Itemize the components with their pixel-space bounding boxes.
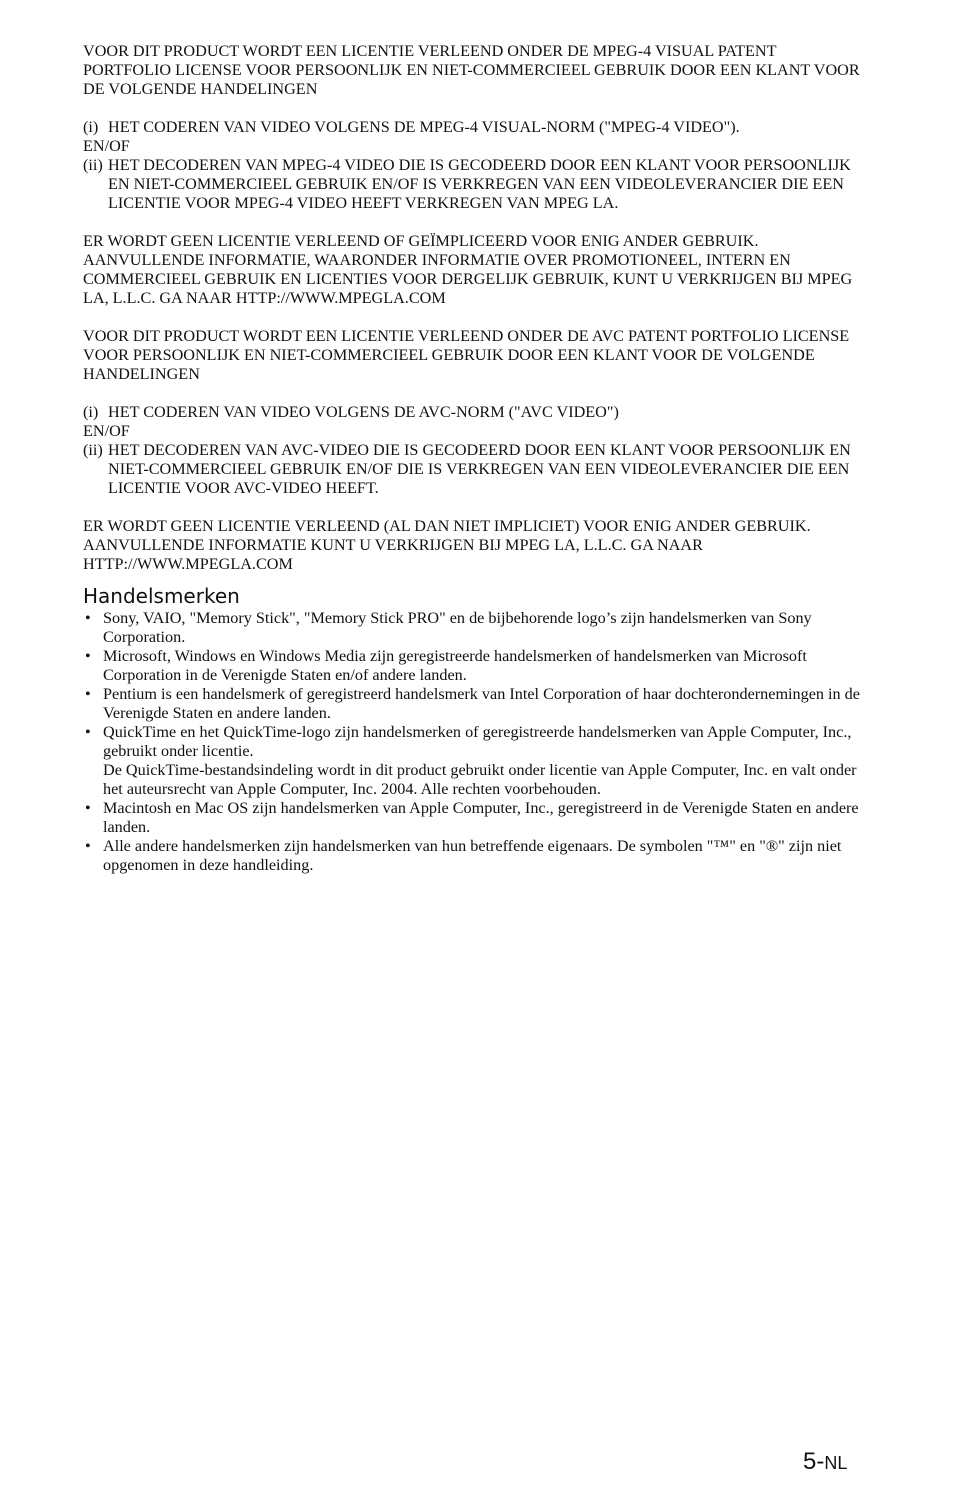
trademark-text: QuickTime en het QuickTime-logo zijn handelsmerken of geregistreerde handelsmerken van Apple Computer, Inc., gebruikt onder licentie. xyxy=(103,723,852,760)
trademark-item-sony xyxy=(83,609,863,647)
trademark-text: Microsoft, Windows en Windows Media zijn geregistreerde handelsmerken of handelsmerken van Microsoft Corporation in de Verenigde Staten en/of andere landen. xyxy=(103,647,807,684)
item-marker: (ii) xyxy=(83,156,103,174)
mpeg4-license-intro xyxy=(83,42,863,99)
page-language-code: NL xyxy=(824,1453,848,1473)
mpeg4-intro-text: VOOR DIT PRODUCT WORDT EEN LICENTIE VERLEEND ONDER DE MPEG-4 VISUAL PATENT PORTFOLIO LICENSE VOOR PERSOONLIJK EN NIET-COMMERCIEEL GEBRUIK DOOR EEN KLANT VOOR DE VOLGENDE HANDELINGEN xyxy=(83,42,860,98)
trademarks-heading: Handelsmerken xyxy=(83,584,240,608)
quicktime-note: De QuickTime-bestandsindeling wordt in dit product gebruikt onder licentie van Apple Computer, Inc. en valt onder het auteursrecht van Apple Computer, Inc. 2004. Alle rechten voorbehouden. xyxy=(103,761,857,798)
page-number xyxy=(803,1448,847,1476)
page-number-value: 5- xyxy=(803,1448,825,1475)
item-marker: (i) xyxy=(83,403,99,421)
avc-license-intro xyxy=(83,327,863,384)
bullet-glyph: • xyxy=(85,799,91,817)
trademark-text: Alle andere handelsmerken zijn handelsmerken van hun betreffende eigenaars. De symbolen "™" en "®" zijn niet opgenomen in deze handleiding. xyxy=(103,837,842,874)
mpeg4-license-outro xyxy=(83,232,863,308)
mpeg4-item-encode xyxy=(83,118,863,137)
avc-andor: EN/OF xyxy=(83,422,130,440)
mpeg4-andor: EN/OF xyxy=(83,137,130,155)
mpeg4-item-decode xyxy=(83,156,863,213)
trademark-text: Macintosh en Mac OS zijn handelsmerken van Apple Computer, Inc., geregistreerd in de Verenigde Staten en andere landen. xyxy=(103,799,859,836)
avc-outro-text: ER WORDT GEEN LICENTIE VERLEEND (AL DAN NIET IMPLICIET) VOOR ENIG ANDER GEBRUIK. AANVULLENDE INFORMATIE KUNT U VERKRIJGEN BIJ MPEG LA, L.L.C. GA NAAR HTTP://WWW.MPEGLA.COM xyxy=(83,517,811,573)
trademark-item-pentium xyxy=(83,685,863,723)
mpeg4-outro-text: ER WORDT GEEN LICENTIE VERLEEND OF GEÏMPLICEERD VOOR ENIG ANDER GEBRUIK. AANVULLENDE INFORMATIE, WAARONDER INFORMATIE OVER PROMOTIONEEL, INTERN EN COMMERCIEEL GEBRUIK EN LICENTIES VOOR DERGELIJK GEBRUIK, KUNT U VERKRIJGEN BIJ MPEG LA, L.L.C. GA NAAR HTTP://WWW.MPEGLA.COM xyxy=(83,232,853,307)
item-marker: (i) xyxy=(83,118,99,136)
item-text: HET DECODEREN VAN AVC-VIDEO DIE IS GECODEERD DOOR EEN KLANT VOOR PERSOONLIJK EN NIET-COMMERCIEEL GEBRUIK EN/OF DIE IS VERKREGEN VAN EEN VIDEOLEVERANCIER DIE EEN LICENTIE VOOR AVC-VIDEO HEEFT. xyxy=(108,441,851,497)
trademark-text: Sony, VAIO, "Memory Stick", "Memory Stick PRO" en de bijbehorende logo’s zijn handelsmerken van Sony Corporation. xyxy=(103,609,812,646)
bullet-glyph: • xyxy=(85,723,91,741)
item-marker: (ii) xyxy=(83,441,103,459)
avc-intro-text: VOOR DIT PRODUCT WORDT EEN LICENTIE VERLEEND ONDER DE AVC PATENT PORTFOLIO LICENSE VOOR PERSOONLIJK EN NIET-COMMERCIEEL GEBRUIK DOOR EEN KLANT VOOR DE VOLGENDE HANDELINGEN xyxy=(83,327,850,383)
item-text: HET DECODEREN VAN MPEG-4 VIDEO DIE IS GECODEERD DOOR EEN KLANT VOOR PERSOONLIJK EN NIET-COMMERCIEEL GEBRUIK EN/OF IS VERKREGEN VAN EEN VIDEOLEVERANCIER DIE EEN LICENTIE VOOR MPEG-4 VIDEO HEEFT VERKREGEN VAN MPEG LA. xyxy=(108,156,851,212)
trademark-item-macintosh xyxy=(83,799,863,837)
avc-item-encode xyxy=(83,403,863,422)
bullet-glyph: • xyxy=(85,609,91,627)
item-text: HET CODEREN VAN VIDEO VOLGENS DE AVC-NORM ("AVC VIDEO") xyxy=(108,403,619,421)
trademark-item-quicktime xyxy=(83,723,863,799)
bullet-glyph: • xyxy=(85,837,91,855)
trademark-text: Pentium is een handelsmerk of geregistreerd handelsmerk van Intel Corporation of haar dochterondernemingen in de Verenigde Staten en andere landen. xyxy=(103,685,860,722)
bullet-glyph: • xyxy=(85,647,91,665)
trademark-item-microsoft xyxy=(83,647,863,685)
document-page xyxy=(83,42,863,875)
item-text: HET CODEREN VAN VIDEO VOLGENS DE MPEG-4 VISUAL-NORM ("MPEG-4 VIDEO"). xyxy=(108,118,740,136)
trademark-item-others xyxy=(83,837,863,875)
avc-license-outro xyxy=(83,517,863,574)
bullet-glyph: • xyxy=(85,685,91,703)
avc-item-decode xyxy=(83,441,863,498)
